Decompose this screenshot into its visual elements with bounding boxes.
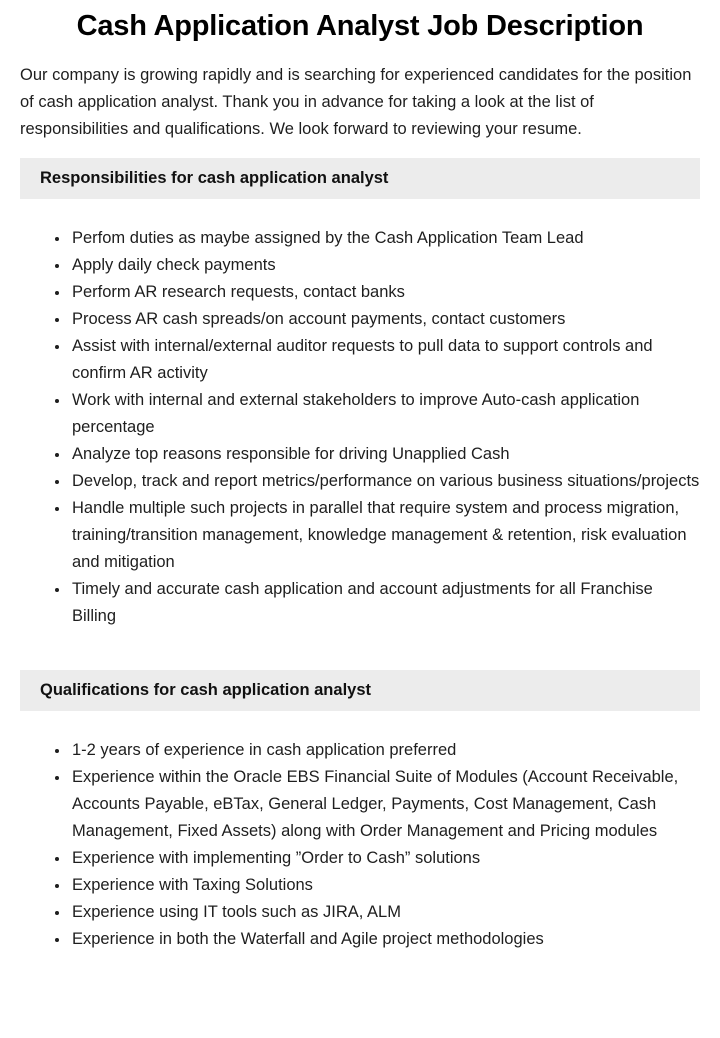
bullet-item: • Experience within the Oracle EBS Financial Suite of Modules (Account Receivable, Accounts Payable, eBTax, General Ledger, Payments, Cost Management, Cash Management, Fixed Assets) along with Order Management and Pricing modules xyxy=(70,764,700,845)
bullet-item: • Handle multiple such projects in parallel that require system and process migration, training/transition management, knowledge management & retention, risk evaluation and mitigation xyxy=(70,495,700,576)
section-heading-qualifications: Qualifications for cash application analyst xyxy=(20,670,700,711)
intro-paragraph: Our company is growing rapidly and is searching for experienced candidates for the position of cash application analyst. Thank you in advance for taking a look at the list of responsibilities and qualifications. We look forward to reviewing your resume. xyxy=(20,66,692,138)
qualifications-section xyxy=(20,670,700,953)
page-title: Cash Application Analyst Job Description xyxy=(76,10,644,42)
bullet-item: • Analyze top reasons responsible for driving Unapplied Cash xyxy=(70,441,700,468)
bullet-item: • Develop, track and report metrics/performance on various business situations/projects xyxy=(70,468,700,495)
bullet-item: • Experience with implementing ”Order to Cash” solutions xyxy=(70,845,700,872)
responsibilities-section xyxy=(20,158,700,630)
bullet-item: • Perfom duties as maybe assigned by the Cash Application Team Lead xyxy=(70,225,700,252)
bullet-item: • Experience with Taxing Solutions xyxy=(70,872,700,899)
section-heading-responsibilities: Responsibilities for cash application analyst xyxy=(20,158,700,199)
bullet-item: • Assist with internal/external auditor requests to pull data to support controls and confirm AR activity xyxy=(70,333,700,387)
job-description-page xyxy=(0,8,720,953)
bullet-item: • Process AR cash spreads/on account payments, contact customers xyxy=(70,306,700,333)
bullet-item: • Timely and accurate cash application and account adjustments for all Franchise Billing xyxy=(70,576,700,630)
bullet-item: • Experience in both the Waterfall and Agile project methodologies xyxy=(70,926,700,953)
bullet-item: • 1-2 years of experience in cash application preferred xyxy=(70,737,700,764)
bullet-item: • Work with internal and external stakeholders to improve Auto-cash application percentage xyxy=(70,387,700,441)
bullet-item: • Experience using IT tools such as JIRA, ALM xyxy=(70,899,700,926)
bullet-item: • Perform AR research requests, contact banks xyxy=(70,279,700,306)
qualifications-list xyxy=(20,737,700,953)
responsibilities-list xyxy=(20,225,700,630)
bullet-item: • Apply daily check payments xyxy=(70,252,700,279)
